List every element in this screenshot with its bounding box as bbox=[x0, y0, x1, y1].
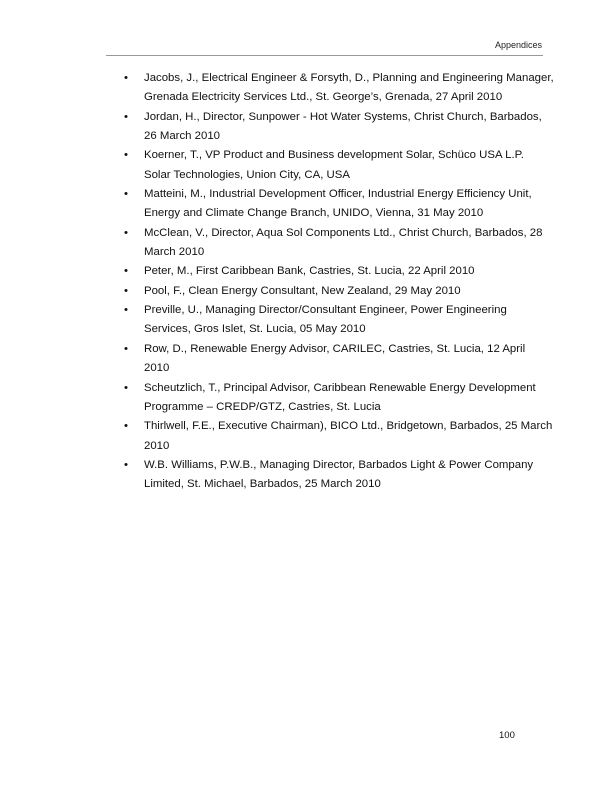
bullet-icon: • bbox=[124, 304, 128, 317]
running-header: Appendices bbox=[494, 40, 542, 50]
list-item-text-line: Preville, U., Managing Director/Consultant Engineer, Power Engineering bbox=[144, 304, 507, 317]
list-item-text-line: Jacobs, J., Electrical Engineer & Forsyth, D., Planning and Engineering Manager, bbox=[144, 72, 554, 84]
list-item-text-line: W.B. Williams, P.W.B., Managing Director, Barbados Light & Power Company bbox=[144, 458, 534, 471]
list-item-text-line: March 2010 bbox=[144, 246, 205, 259]
list-item-text-line: 2010 bbox=[144, 362, 170, 375]
list-item bbox=[119, 379, 559, 418]
list-item-text-line: Koerner, T., VP Product and Business development Solar, Schüco USA L.P. bbox=[144, 149, 524, 162]
page-number: 100 bbox=[499, 730, 515, 741]
header-rule bbox=[106, 55, 543, 56]
list-item bbox=[119, 108, 559, 147]
list-item bbox=[119, 224, 559, 263]
list-item-text-line: Row, D., Renewable Energy Advisor, CARILEC, Castries, St. Lucia, 12 April bbox=[144, 342, 526, 355]
bullet-icon: • bbox=[124, 149, 128, 162]
list-item-text-line: Pool, F., Clean Energy Consultant, New Zealand, 29 May 2010 bbox=[144, 284, 461, 297]
list-item bbox=[119, 262, 559, 281]
list-item-text-line: McClean, V., Director, Aqua Sol Components Ltd., Christ Church, Barbados, 28 bbox=[144, 226, 543, 239]
bullet-icon: • bbox=[124, 342, 128, 355]
bullet-icon: • bbox=[124, 110, 128, 123]
list-item-text-line: Services, Gros Islet, St. Lucia, 05 May 2010 bbox=[144, 323, 366, 336]
bullet-icon: • bbox=[124, 72, 128, 84]
list-item-text-line: 26 March 2010 bbox=[144, 130, 220, 143]
list-item-text-line: Limited, St. Michael, Barbados, 25 March 2010 bbox=[144, 478, 381, 491]
list-item-text-line: Solar Technologies, Union City, CA, USA bbox=[144, 168, 350, 181]
bullet-icon: • bbox=[124, 188, 128, 201]
list-item-text-line: Grenada Electricity Services Ltd., St. George’s, Grenada, 27 April 2010 bbox=[144, 91, 503, 104]
list-item bbox=[119, 69, 559, 108]
bullet-icon: • bbox=[124, 284, 128, 297]
bullet-icon: • bbox=[124, 381, 128, 394]
bullet-icon: • bbox=[124, 265, 128, 278]
list-item-text-line: 2010 bbox=[144, 439, 170, 452]
list-item bbox=[119, 301, 559, 340]
list-item bbox=[119, 340, 559, 379]
bullet-icon: • bbox=[124, 226, 128, 239]
list-item bbox=[119, 456, 559, 495]
list-item-text-line: Energy and Climate Change Branch, UNIDO, Vienna, 31 May 2010 bbox=[144, 207, 484, 220]
list-item bbox=[119, 146, 559, 185]
bullet-icon: • bbox=[124, 420, 128, 433]
list-item-text-line: Matteini, M., Industrial Development Officer, Industrial Energy Efficiency Unit, bbox=[144, 188, 532, 201]
list-item-text-line: Thirlwell, F.E., Executive Chairman), BICO Ltd., Bridgetown, Barbados, 25 March bbox=[144, 420, 553, 433]
list-item bbox=[119, 185, 559, 224]
list-item-text-line: Jordan, H., Director, Sunpower - Hot Water Systems, Christ Church, Barbados, bbox=[144, 110, 542, 123]
contacts-list bbox=[119, 69, 559, 495]
list-item-text-line: Programme – CREDP/GTZ, Castries, St. Lucia bbox=[144, 400, 381, 413]
list-item-text-line: Peter, M., First Caribbean Bank, Castries, St. Lucia, 22 April 2010 bbox=[144, 265, 475, 278]
list-item-text-line: Scheutzlich, T., Principal Advisor, Caribbean Renewable Energy Development bbox=[144, 381, 536, 394]
list-item bbox=[119, 282, 559, 301]
bullet-icon: • bbox=[124, 458, 128, 471]
list-item bbox=[119, 417, 559, 456]
